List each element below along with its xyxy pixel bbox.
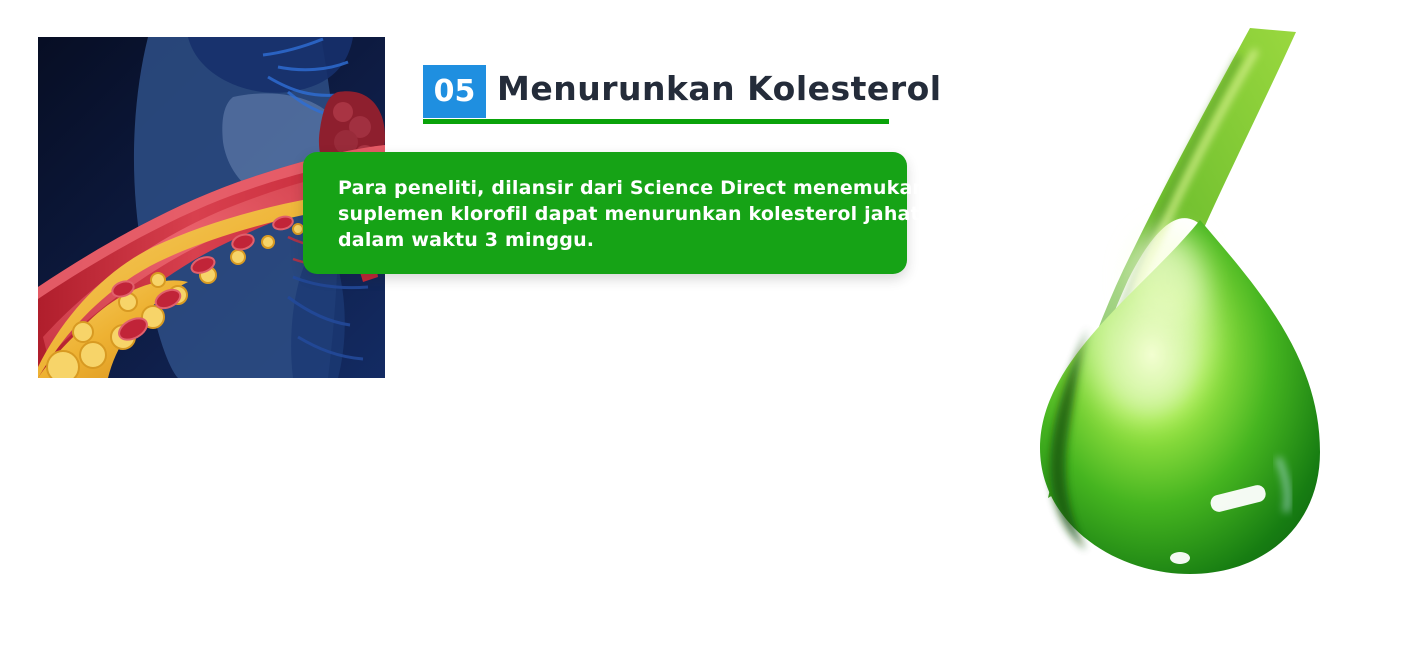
- chlorophyll-drop-illustration: [1028, 28, 1323, 576]
- section-title: Menurunkan Kolesterol: [497, 69, 942, 108]
- fact-box-line: Para peneliti, dilansir dari Science Direct menemukan bahwa: [338, 177, 1005, 199]
- fact-box: [303, 152, 1005, 274]
- fact-box-line: suplemen klorofil dapat menurunkan kolesterol jahat LDL: [338, 203, 968, 225]
- title-underline: [423, 119, 889, 124]
- chlorophyll-drop-image: [1028, 28, 1323, 576]
- section-number-badge: 05: [423, 65, 486, 118]
- fact-box-line: dalam waktu 3 minggu.: [338, 229, 595, 251]
